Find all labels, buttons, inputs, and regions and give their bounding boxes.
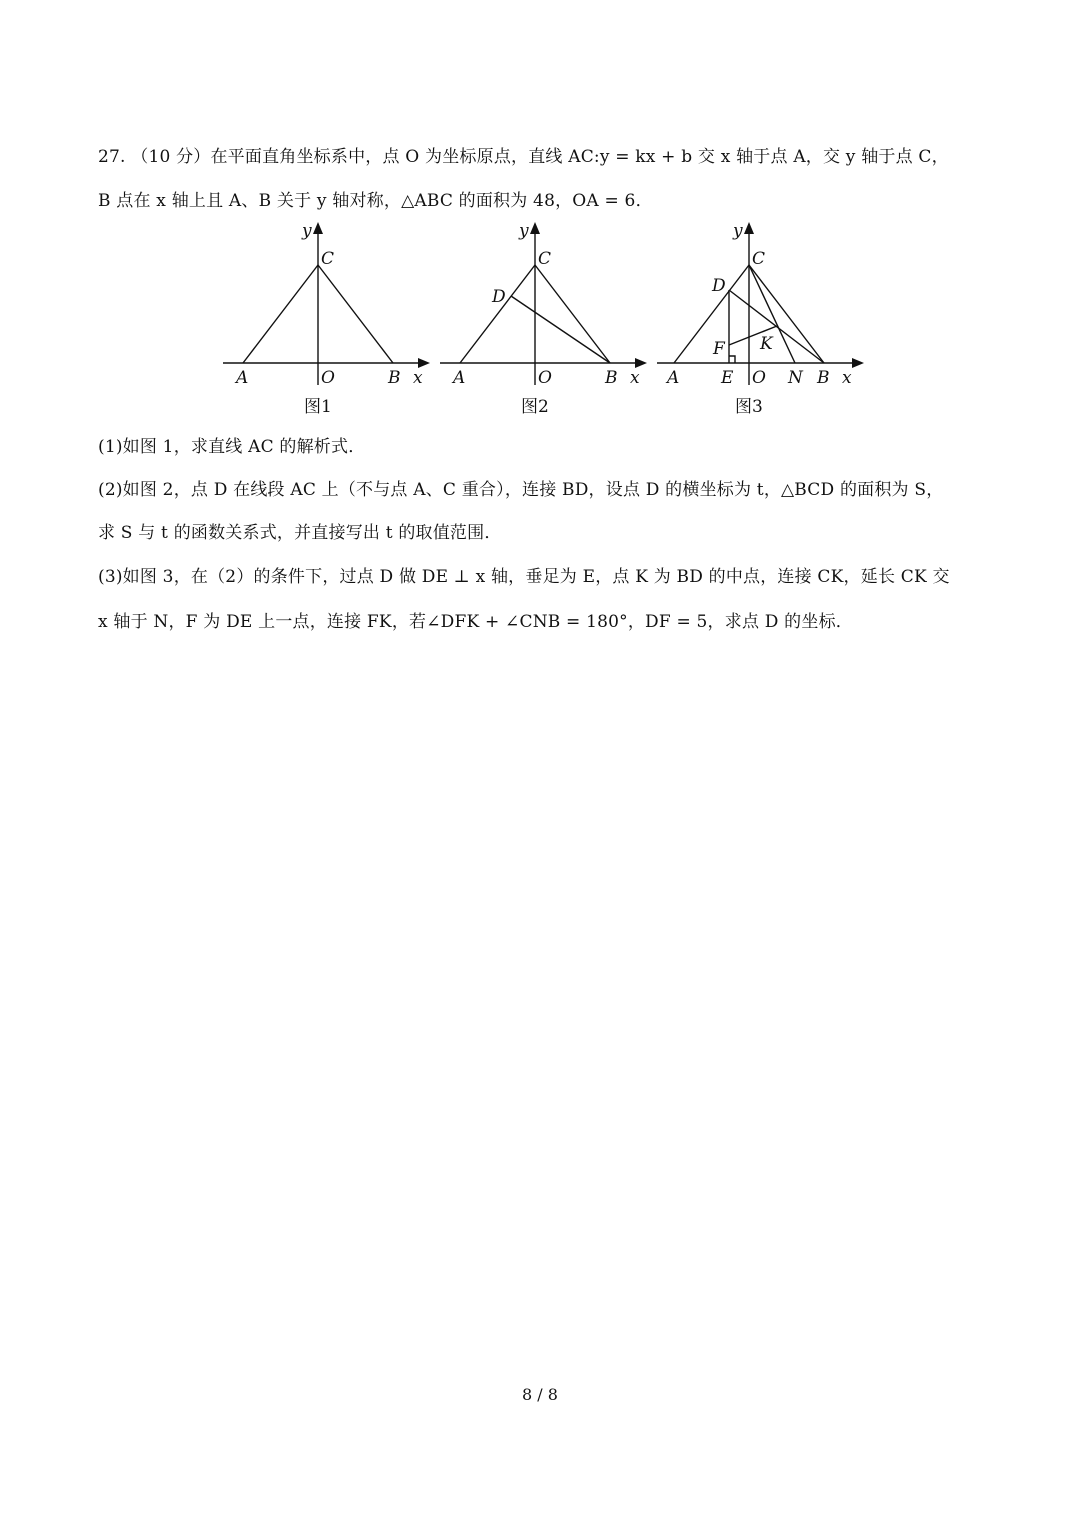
label-C: C [752, 249, 766, 269]
label-y: y [302, 221, 312, 241]
problem-stem-line1: 27. （10 分）在平面直角坐标系中，点 O 为坐标原点，直线 AC:y = kx + b 交 x 轴于点 A，交 y 轴于点 C， [98, 147, 949, 167]
question-3-line1: (3)如图 3，在（2）的条件下，过点 D 做 DE ⊥ x 轴，垂足为 E，点 K 为 BD 的中点，连接 CK，延长 CK 交 [98, 567, 950, 587]
label-x: x [413, 368, 423, 388]
label-C: C [321, 249, 335, 269]
label-A: A [667, 368, 680, 388]
label-B: B [605, 368, 618, 388]
figure-3-caption: 图3 [735, 397, 763, 417]
label-F: F [713, 339, 725, 359]
label-N: N [788, 368, 803, 388]
label-y: y [519, 221, 529, 241]
question-2-line1: (2)如图 2，点 D 在线段 AC 上（不与点 A、C 重合），连接 BD，设点 D 的横坐标为 t，△BCD 的面积为 S， [98, 480, 944, 500]
label-D: D [712, 276, 726, 296]
label-B: B [817, 368, 830, 388]
figure-1 [218, 220, 433, 420]
figure-2 [435, 220, 650, 420]
label-D: D [492, 287, 506, 307]
label-A: A [236, 368, 249, 388]
question-2-line2: 求 S 与 t 的函数关系式，并直接写出 t 的取值范围． [98, 523, 502, 543]
label-O: O [538, 368, 552, 388]
figure-2-caption: 图2 [521, 397, 549, 417]
figure-1-caption: 图1 [304, 397, 332, 417]
question-1: (1)如图 1，求直线 AC 的解析式． [98, 437, 366, 457]
figure-3 [652, 220, 867, 420]
label-O: O [321, 368, 335, 388]
label-K: K [760, 334, 773, 354]
question-3-line2: x 轴于 N，F 为 DE 上一点，连接 FK，若∠DFK + ∠CNB = 180°，DF = 5，求点 D 的坐标． [98, 612, 853, 632]
label-B: B [388, 368, 401, 388]
page-number: 8 / 8 [522, 1385, 558, 1404]
label-E: E [721, 368, 734, 388]
label-x: x [842, 368, 852, 388]
label-A: A [453, 368, 466, 388]
problem-stem-line2: B 点在 x 轴上且 A、B 关于 y 轴对称，△ABC 的面积为 48，OA = 6． [98, 191, 653, 211]
label-y: y [733, 221, 743, 241]
figures-row [218, 220, 868, 420]
label-O: O [752, 368, 766, 388]
label-C: C [538, 249, 552, 269]
label-x: x [630, 368, 640, 388]
